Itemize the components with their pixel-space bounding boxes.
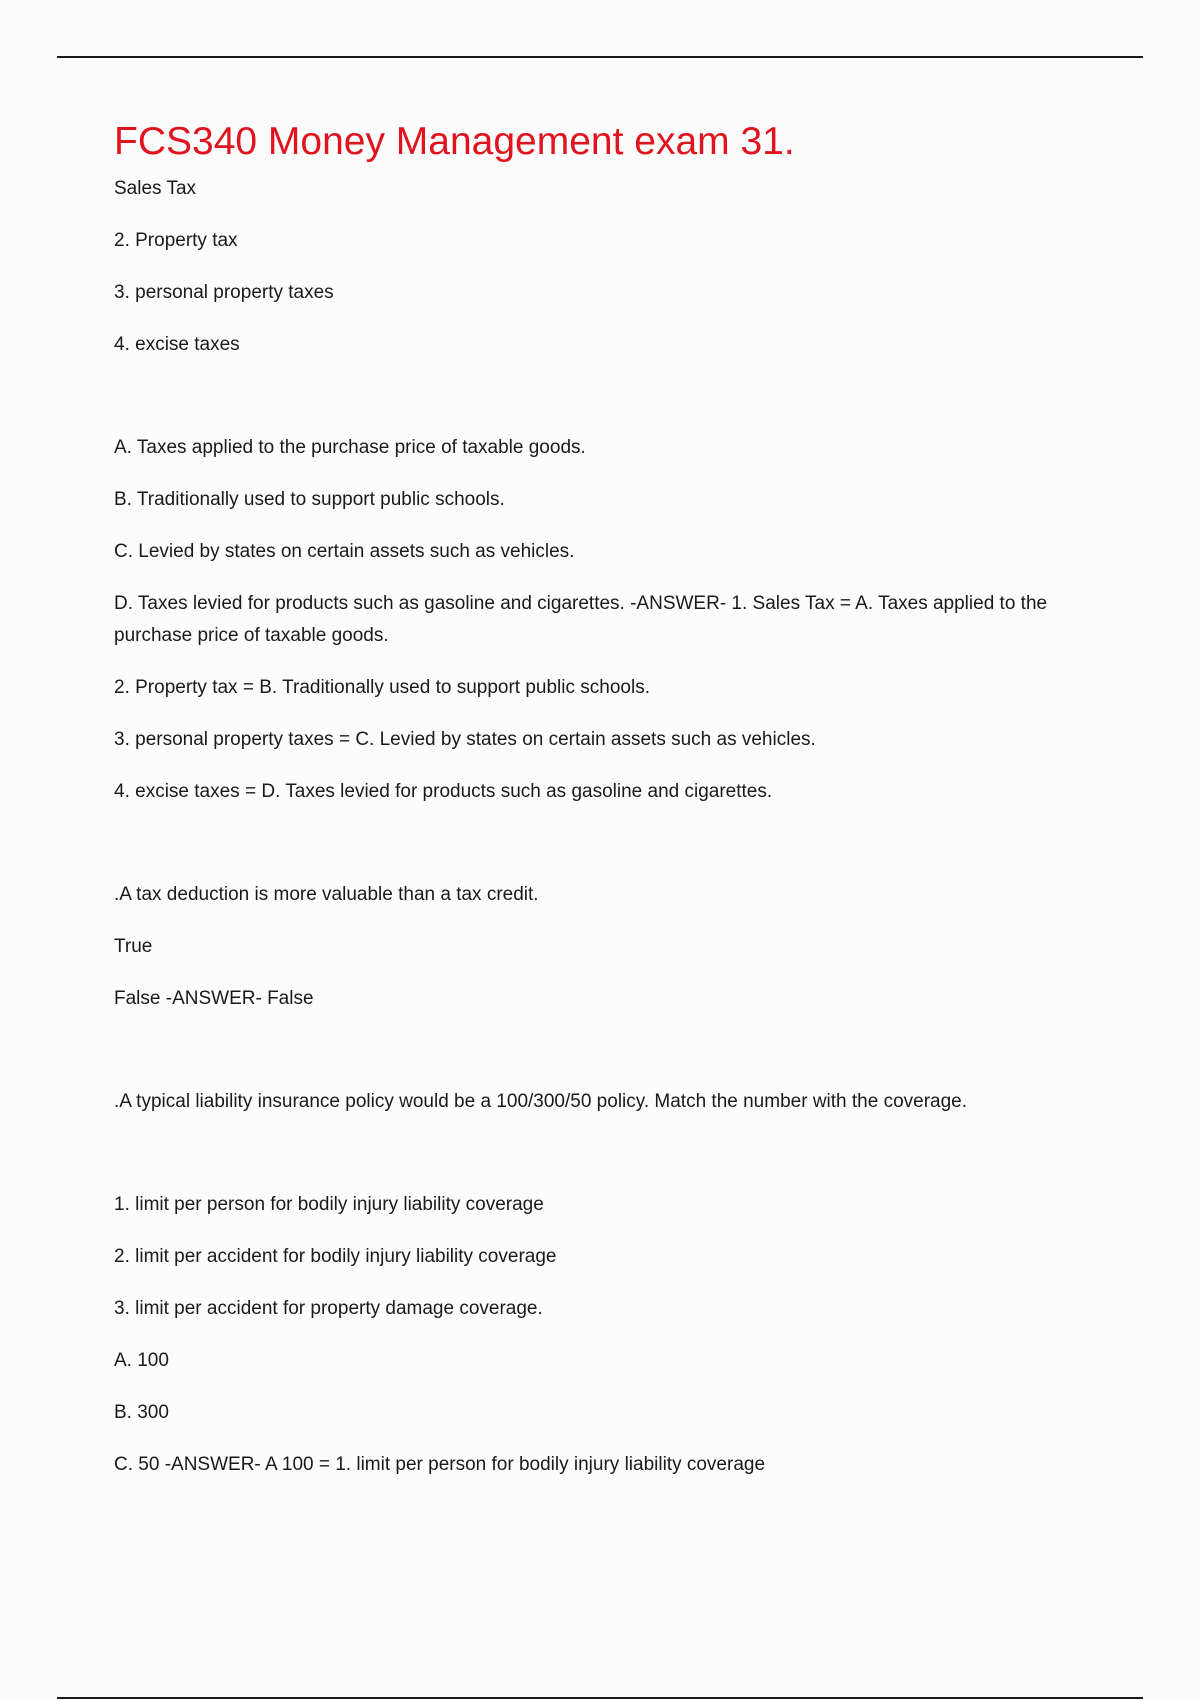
- paragraph: True: [114, 936, 153, 957]
- paragraph: C. 50 -ANSWER- A 100 = 1. limit per person for bodily injury liability coverage: [114, 1454, 766, 1475]
- paragraph: 2. limit per accident for bodily injury liability coverage: [114, 1246, 557, 1267]
- paragraph: D. Taxes levied for products such as gasoline and cigarettes. -ANSWER- 1. Sales Tax = A. Taxes applied to the purchase price of taxable goods.: [114, 593, 1048, 646]
- paragraph: .A tax deduction is more valuable than a tax credit.: [114, 884, 539, 905]
- paragraph: B. Traditionally used to support public schools.: [114, 489, 505, 510]
- page-title: FCS340 Money Management exam 31.: [114, 120, 795, 163]
- paragraph: 2. Property tax = B. Traditionally used to support public schools.: [114, 677, 650, 698]
- paragraph: C. Levied by states on certain assets such as vehicles.: [114, 541, 575, 562]
- paragraph: B. 300: [114, 1402, 169, 1423]
- paragraph: 1. limit per person for bodily injury liability coverage: [114, 1194, 544, 1215]
- bottom-rule: [57, 1697, 1143, 1699]
- paragraph: 3. limit per accident for property damage coverage.: [114, 1298, 543, 1319]
- paragraph: 4. excise taxes = D. Taxes levied for products such as gasoline and cigarettes.: [114, 781, 773, 802]
- paragraph: A. 100: [114, 1350, 169, 1371]
- paragraph: 3. personal property taxes: [114, 282, 334, 303]
- paragraph: 3. personal property taxes = C. Levied by states on certain assets such as vehicles.: [114, 729, 816, 750]
- paragraph: 4. excise taxes: [114, 334, 240, 355]
- paragraph: A. Taxes applied to the purchase price of taxable goods.: [114, 437, 586, 458]
- paragraph: 2. Property tax: [114, 230, 238, 251]
- paragraph: Sales Tax: [114, 178, 197, 199]
- top-rule: [57, 56, 1143, 58]
- document-body: [114, 173, 1104, 1501]
- paragraph: False -ANSWER- False: [114, 988, 314, 1009]
- paragraph: .A typical liability insurance policy would be a 100/300/50 policy. Match the number with the coverage.: [114, 1091, 968, 1112]
